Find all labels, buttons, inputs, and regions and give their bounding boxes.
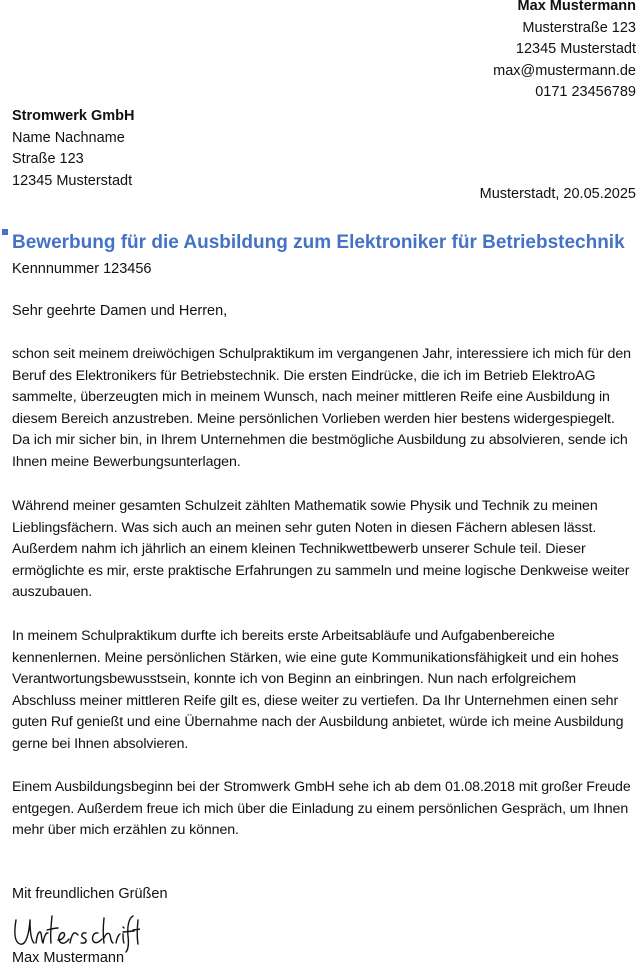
- recipient-contact: Name Nachname: [12, 129, 125, 146]
- body-paragraph: schon seit meinem dreiwöchigen Schulpraktikum im vergangenen Jahr, interessiere ich mich für den Beruf des Elektronikers für Betriebstechnik. Die ersten Eindrücke, die ich im Betrieb ElektroAG sammelte, überzeugten mich in meinem Wunsch, nach meiner mittleren Reife eine Ausbildung in diesem Bereich anzustreben. Meine persönlichen Vorlieben werden hier bestens widergespiegelt. Da ich mir sicher bin, in Ihrem Unternehmen die bestmögliche Ausbildung zu absolvieren, sende ich Ihnen meine Bewerbungsunterlagen.: [12, 346, 631, 470]
- body-paragraph: Einem Ausbildungsbeginn bei der Stromwerk GmbH sehe ich ab dem 01.08.2018 mit großer Freude entgegen. Außerdem freue ich mich über die Einladung zu einem persönlichen Gespräch, um Ihnen mehr über mich erzählen zu können.: [12, 779, 631, 839]
- date-line: Musterstadt, 20.05.2025: [479, 186, 636, 202]
- sender-address-block: [493, 0, 636, 104]
- sender-city: 12345 Musterstadt: [515, 41, 636, 58]
- sender-email: max@mustermann.de: [493, 62, 636, 79]
- recipient-city: 12345 Musterstadt: [12, 172, 133, 189]
- closing-phrase: Mit freundlichen Grüßen: [12, 886, 168, 902]
- sender-phone: 0171 23456789: [535, 84, 636, 101]
- subject-marker-icon: [2, 229, 8, 235]
- reference-number: Kennnummer 123456: [12, 261, 152, 277]
- recipient-street: Straße 123: [12, 151, 84, 168]
- recipient-address-block: [12, 106, 134, 192]
- signer-name: Max Mustermann: [12, 950, 125, 966]
- body-paragraph: In meinem Schulpraktikum durfte ich bereits erste Arbeitsabläufe und Aufgabenbereiche kennenlernen. Meine persönlichen Stärken, wie eine gute Kommunikationsfähigkeit und ein hohes Verantwortungsbewusstsein, konnte ich von Beginn an einbringen. Nun nach erfolgreichem Abschluss meiner mittleren Reife gilt es, diese weiter zu vertiefen. Da Ihr Unternehmen einen sehr guten Ruf genießt und eine Übernahme nach der Ausbildung anbietet, würde ich meine Ausbildung gerne bei Ihnen absolvieren.: [12, 628, 624, 752]
- subject-line: Bewerbung für die Ausbildung zum Elektroniker für Betriebstechnik: [12, 232, 625, 253]
- body-paragraph: Während meiner gesamten Schulzeit zählten Mathematik sowie Physik und Technik zu meinen Lieblingsfächern. Was sich auch an meinen sehr guten Noten in diesen Fächern ablesen lässt. Außerdem nahm ich jährlich an einem kleinen Technikwettbewerb unserer Schule teil. Dieser ermöglichte es mir, erste praktische Erfahrungen zu sammeln und meine logische Denkweise weiter auszubauen.: [12, 498, 630, 601]
- recipient-company: Stromwerk GmbH: [12, 108, 135, 124]
- sender-street: Musterstraße 123: [522, 19, 636, 36]
- sender-name: Max Mustermann: [517, 0, 636, 14]
- salutation: Sehr geehrte Damen und Herren,: [12, 303, 228, 319]
